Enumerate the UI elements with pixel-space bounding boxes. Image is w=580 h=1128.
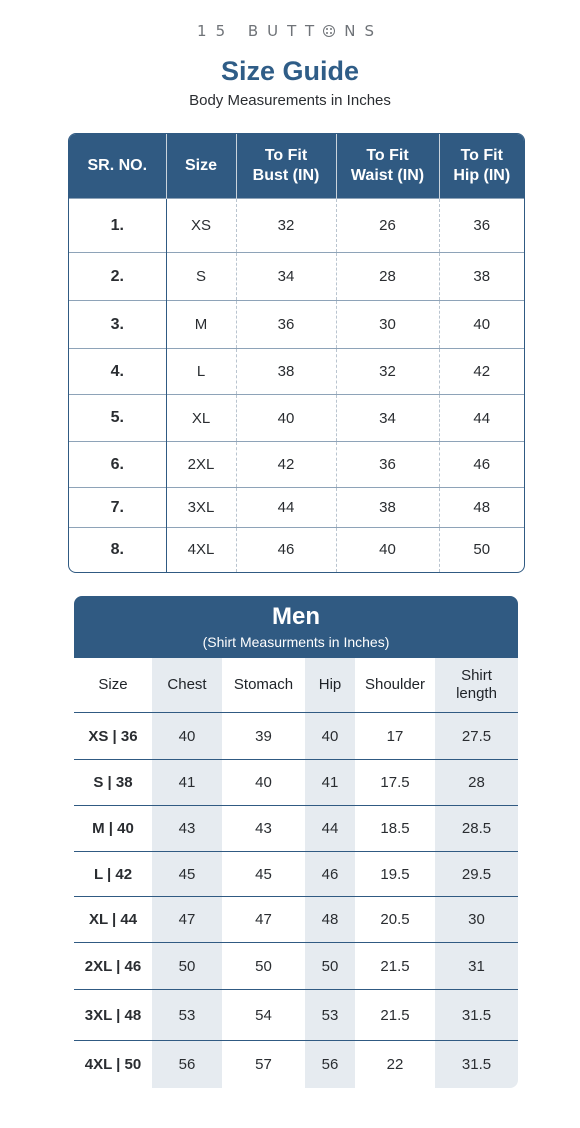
table-cell: 28.5	[435, 806, 518, 852]
table-cell: 3XL | 48	[74, 990, 152, 1041]
table-cell: 40	[152, 713, 222, 760]
table-cell: S	[166, 253, 236, 301]
table-cell: 22	[386, 1055, 404, 1073]
table-cell: 56	[305, 1041, 355, 1088]
table-cell: 2.	[69, 253, 166, 301]
women-col-header: To Fit Bust (IN)	[236, 134, 336, 199]
brand-text-suffix: NS	[344, 22, 383, 40]
men-col-header: Size	[74, 658, 152, 713]
table-cell: XL | 44	[74, 897, 152, 943]
table-cell: 39	[222, 713, 305, 760]
women-table-header	[69, 134, 524, 199]
table-cell: 19.5	[355, 852, 435, 897]
table-cell: 43	[222, 806, 305, 852]
table-cell: 47	[152, 897, 222, 943]
table-cell: 31.5	[435, 990, 518, 1041]
men-col-header: Shirt length	[435, 658, 518, 713]
table-row	[74, 760, 518, 806]
table-cell: 56	[152, 1041, 222, 1088]
table-row	[74, 713, 518, 760]
men-table-banner	[74, 596, 518, 658]
table-cell: 26	[336, 199, 439, 253]
table-cell: 42	[236, 442, 336, 488]
table-cell: 42	[439, 349, 524, 395]
table-cell: 47	[222, 897, 305, 943]
men-size-table	[74, 596, 518, 1088]
brand-text-prefix: 15 BUTT	[197, 22, 324, 40]
button-icon	[323, 25, 335, 37]
page-title: Size Guide	[220, 56, 360, 86]
table-cell: L	[166, 349, 236, 395]
table-cell: 36	[439, 199, 524, 253]
women-col-header: To Fit Waist (IN)	[336, 134, 439, 199]
women-size-table	[68, 133, 525, 573]
table-cell: 40	[222, 760, 305, 806]
table-row	[69, 349, 524, 395]
men-col-header: Hip	[305, 658, 355, 713]
table-cell: 48	[305, 897, 355, 943]
table-cell: 4.	[69, 349, 166, 395]
table-cell: 44	[236, 488, 336, 528]
table-row	[74, 943, 518, 990]
men-col-header: Chest	[152, 658, 222, 713]
page-subtitle: Body Measurements in Inches	[189, 92, 391, 109]
table-cell: 36	[336, 442, 439, 488]
table-cell: S | 38	[74, 760, 152, 806]
table-cell: 20.5	[355, 897, 435, 943]
table-cell: 45	[222, 852, 305, 897]
table-cell: 30	[336, 301, 439, 349]
table-cell: XS | 36	[74, 713, 152, 760]
table-cell: 40	[305, 713, 355, 760]
table-cell: 4XL | 50	[84, 1055, 142, 1073]
men-table-header	[74, 658, 518, 713]
table-cell: 40	[336, 528, 439, 572]
table-row	[69, 488, 524, 528]
table-cell: 6.	[69, 442, 166, 488]
table-row	[74, 990, 518, 1041]
table-cell: 2XL	[166, 442, 236, 488]
table-cell: 38	[236, 349, 336, 395]
table-cell: 32	[336, 349, 439, 395]
table-cell: 50	[305, 943, 355, 990]
table-row	[74, 897, 518, 943]
table-cell: 7.	[69, 488, 166, 528]
table-row	[69, 395, 524, 442]
table-cell: 54	[222, 990, 305, 1041]
men-col-header: Stomach	[222, 658, 305, 713]
table-cell: 53	[305, 990, 355, 1041]
table-row	[74, 1041, 518, 1088]
table-row	[74, 852, 518, 897]
table-cell: 46	[305, 852, 355, 897]
table-cell: 34	[336, 395, 439, 442]
table-cell: 44	[439, 395, 524, 442]
table-cell: 50	[439, 528, 524, 572]
table-cell: 50	[152, 943, 222, 990]
table-cell: M | 40	[74, 806, 152, 852]
table-cell: 45	[152, 852, 222, 897]
table-cell: 41	[305, 760, 355, 806]
table-cell: 18.5	[355, 806, 435, 852]
table-cell: 4XL	[166, 528, 236, 572]
table-cell: 29.5	[435, 852, 518, 897]
table-cell: 21.5	[355, 990, 435, 1041]
table-cell: 32	[236, 199, 336, 253]
table-cell: 40	[439, 301, 524, 349]
table-cell: 30	[435, 897, 518, 943]
table-cell: 38	[336, 488, 439, 528]
women-col-header: Size	[166, 134, 236, 199]
table-row	[69, 301, 524, 349]
table-cell: XL	[166, 395, 236, 442]
table-cell: 3.	[69, 301, 166, 349]
men-table-title: Men	[272, 603, 320, 630]
table-cell: 27.5	[435, 713, 518, 760]
table-cell: 57	[255, 1055, 272, 1073]
table-row	[69, 199, 524, 253]
table-cell: 40	[236, 395, 336, 442]
men-table-subtitle: (Shirt Measurments in Inches)	[202, 634, 390, 650]
table-cell: 34	[236, 253, 336, 301]
table-cell: 2XL | 46	[74, 943, 152, 990]
table-cell: L | 42	[74, 852, 152, 897]
table-cell: 43	[152, 806, 222, 852]
table-cell: 50	[222, 943, 305, 990]
table-cell: 5.	[69, 395, 166, 442]
table-cell: 38	[439, 253, 524, 301]
table-cell: 1.	[69, 199, 166, 253]
table-row	[74, 806, 518, 852]
table-cell: XS	[166, 199, 236, 253]
table-row	[69, 253, 524, 301]
table-cell: 17.5	[355, 760, 435, 806]
table-cell: 21.5	[355, 943, 435, 990]
table-cell: 3XL	[166, 488, 236, 528]
women-col-header: SR. NO.	[69, 134, 166, 199]
table-row	[69, 442, 524, 488]
table-cell: 44	[305, 806, 355, 852]
table-cell: 28	[435, 760, 518, 806]
table-cell: M	[166, 301, 236, 349]
table-cell: 28	[336, 253, 439, 301]
table-cell: 46	[236, 528, 336, 572]
table-cell: 36	[236, 301, 336, 349]
brand-logo	[0, 22, 580, 40]
table-cell: 31.5	[435, 1041, 518, 1088]
table-cell: 8.	[69, 528, 166, 572]
table-cell: 46	[439, 442, 524, 488]
table-cell: 17	[355, 713, 435, 760]
table-cell: 41	[152, 760, 222, 806]
table-cell: 53	[152, 990, 222, 1041]
women-col-header: To Fit Hip (IN)	[439, 134, 524, 199]
men-col-header: Shoulder	[355, 658, 435, 713]
table-cell: 48	[439, 488, 524, 528]
table-row	[69, 528, 524, 572]
table-cell: 31	[435, 943, 518, 990]
